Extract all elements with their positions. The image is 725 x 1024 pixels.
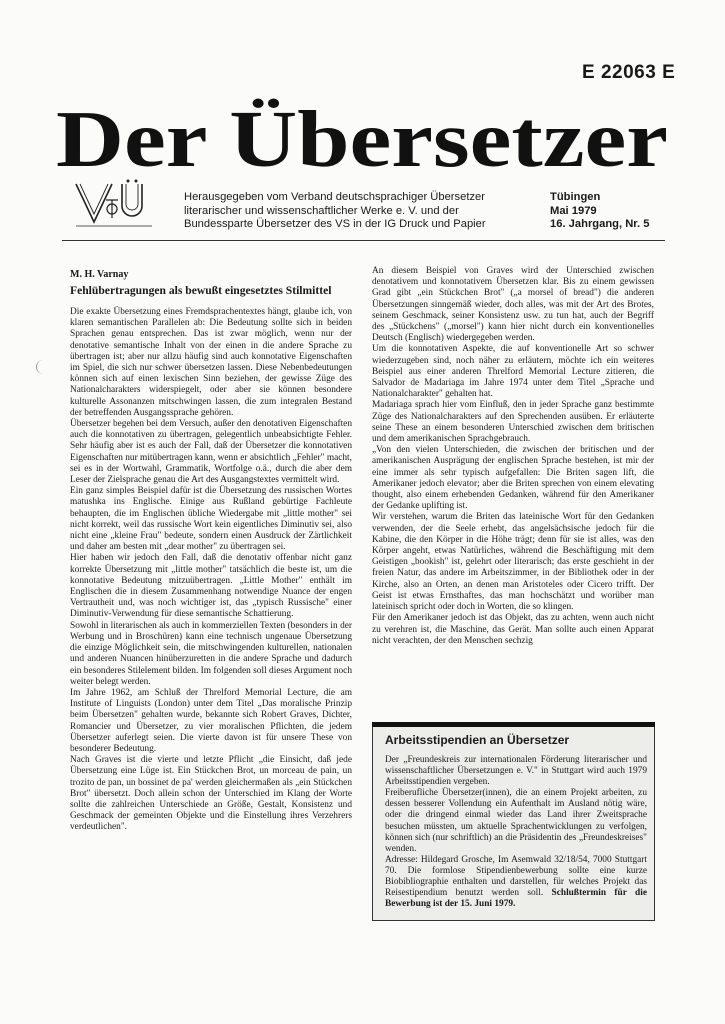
- publisher-info: [184, 191, 524, 232]
- vdu-logo: [74, 178, 154, 230]
- article-author: M. H. Varnay: [70, 269, 129, 280]
- paragraph: Übersetzer begehen bei dem Versuch, außer den denotativen Eigenschaften auch die konnotativen zu übertragen, gelegentlich unbeabsichtigte Fehler. Sehr häufig aber ist es auch der Fall, daß der Übersetzer die konnotativen Eigenschaften nur mitübertragen kann, wenn er absichtlich „Fehler" macht, sei es in der Wortwahl, Grammatik, Wortfolge o.ä., durch die aber dem Leser der Zielsprache genau die Art des Ausgangstextes vermittelt wird.: [70, 419, 352, 486]
- issue-place: Tübingen: [550, 191, 601, 203]
- issue-code: E 22063 E: [582, 62, 676, 83]
- paragraph: Madariaga sprach hier vom Einfluß, den in jeder Sprache ganz bestimmte Züge des Nationalcharakters auf den Sprechenden ausüben. Er erläuterte seine These an einem besonderen Unterschied zwischen dem britischen und dem amerikanischen Sprachgebrauch.: [372, 400, 654, 445]
- paragraph: Wir verstehen, warum die Briten das lateinische Wort für den Gedanken verwenden, der die Seele erhebt, das angelsächsische jedoch für die Kabine, die den Körper in die Höhe trägt; denn für sie ist alles, was den Körper angeht, etwas Natürliches, während die Beschäftigung mit dem Geistigen „bookish" ist, gelehrt oder literarisch; das erste geschieht in der freien Natur, das andere im Arbeitszimmer, in der Bibliothek oder in der Kirche, also an Orten, an denen man Aristoteles oder Cicero trifft. Der Geist ist etwas Ernsthaftes, das man hochschätzt und worüber man lateinisch spricht oder doch in Worten, die so klingen.: [372, 512, 654, 613]
- paragraph: Sowohl in literarischen als auch in kommerziellen Texten (besonders in der Werbung und in Broschüren) kann eine technisch ungenaue Übersetzung die einzige Möglichkeit sein, die mitschwingenden kulturellen, nationalen und anderen Nuancen hinüberzuretten in die andere Sprache und dadurch ein besonderes Stilelement bilden. Im folgenden soll dieses Argument noch weiter belegt werden.: [70, 620, 352, 687]
- publisher-line: Bundessparte Übersetzer des VS in der IG Druck und Papier: [184, 218, 486, 230]
- margin-mark: [36, 360, 47, 374]
- paragraph: Für den Amerikaner jedoch ist das Objekt, das zu achten, wenn auch nicht zu verehren ist, die Maschine, das Gerät. Man sollte auch einen Apparat nicht verachten, der den Menschen sechzig: [372, 613, 654, 646]
- paragraph: Nach Graves ist die vierte und letzte Pflicht „die Einsicht, daß jede Übersetzung eine Lüge ist. Ein Stückchen Brot, un morceau de pain, un trozito de pan, un bossinet de pa' werden gleichermaßen als „ein Stückchen Brot" übersetzt. Doch allein schon der Unterschied im Klang der Worte sollte die zahlreichen Unterschiede an Größe, Gestalt, Konsistenz und Geschmack der gemeinten Objekte und die Einstellung ihres Verzehrers verdeutlichen".: [70, 755, 352, 833]
- scholarship-title: Arbeitsstipendien an Übersetzer: [385, 733, 570, 747]
- scholarship-text: [385, 755, 647, 910]
- masthead-title: Der Übersetzer: [56, 96, 668, 176]
- scholarship-box: [372, 727, 655, 921]
- paragraph: Ein ganz simples Beispiel dafür ist die Übersetzung des russischen Wortes matushka ins Englische. Einige aus Rußland gebürtige Fachleute behaupten, die im Englischen übliche Wiedergabe mit „little mother" sei nicht korrekt, weil das russische Wort kein eigentliches Diminutiv sei, also nicht eine „kleine Frau" bedeute, sondern einen Ausdruck der Zärtlichkeit und daher am besten mit „dear mother" zu übertragen sei.: [70, 486, 352, 553]
- issue-volume: 16. Jahrgang, Nr. 5: [550, 218, 650, 230]
- publisher-line: Herausgegeben vom Verband deutschsprachiger Übersetzer: [184, 191, 485, 203]
- paragraph: Um die konnotativen Aspekte, die auf konventionelle Art so schwer wiederzugeben sind, noch näher zu erläutern, möchte ich ein weiteres Beispiel aus einer anderen Threlford Memorial Lecture zitieren, die Salvador de Madariaga im Jahre 1974 unter dem Titel „Sprache und Nationalcharakter" gehalten hat.: [372, 344, 654, 400]
- paragraph: Hier haben wir jedoch den Fall, daß die denotativ offenbar nicht ganz korrekte Übersetzung mit „little mother" tatsächlich die beste ist, um die konnotative Bedeutung mitzuübertragen. „Little Mother" enthält im Englischen die in diesem Zusammenhang notwendige Nuance der engen Vertrautheit und, was noch wichtiger ist, das „typisch Russische" einer Diminutiv-Verwendung für diese semantische Schattierung.: [70, 553, 352, 620]
- article-column-left: [70, 307, 352, 834]
- article-title: Fehlübertragungen als bewußt eingesetztes Stilmittel: [70, 284, 332, 297]
- paragraph: „Von den vielen Unterschieden, die zwischen der britischen und der amerikanischen Ausprägung der englischen Sprache bestehen, ist mir der eine immer als sehr typisch aufgefallen: Die Briten sagen lift, die Amerikaner jedoch elevator; aber die Briten sprechen von einem elevating thought, also einem erhebenden Gedanken, während für den Amerikaner der Gedanke uplifting ist.: [372, 445, 654, 512]
- paragraph: Freiberufliche Übersetzer(innen), die an einem Projekt arbeiten, zu dessen besserer Vollendung ein Aufenthalt im Ausland nötig wäre, oder die dringend einmal wieder das Land ihrer Zweitsprache besuchen müssten, um aktuelle Sprachentwicklungen zu verfolgen, können sich (nur schriftlich) an die Präsidentin des „Freundeskreises" wenden.: [385, 788, 647, 854]
- publisher-line: literarischer und wissenschaftlicher Werke e. V. und der: [184, 204, 459, 217]
- issue-date: Mai 1979: [550, 204, 597, 217]
- paragraph: Im Jahre 1962, am Schluß der Threlford Memorial Lecture, die am Institute of Linguists (London) unter dem Titel „Das moralische Prinzip beim Übersetzen" gehalten wurde, bekannte sich Robert Graves, Dichter, Romancier und Übersetzer, zu vier moralischen Pflichten, die jedem Übersetzer auferlegt seien. Die vierte davon ist für unsere These von besonderer Bedeutung.: [70, 687, 352, 754]
- masthead: [0, 94, 725, 176]
- paragraph: Der „Freundeskreis zur internationalen Förderung literarischer und wissenschaftlicher Übersetzungen e. V." in Stuttgart wird auch 1979 Arbeitsstipendien vergeben.: [385, 755, 647, 788]
- article-column-right: [372, 266, 654, 647]
- deadline-text: Schlußtermin für die Bewerbung ist der 15. Juni 1979.: [385, 888, 647, 910]
- paragraph: An diesem Beispiel von Graves wird der Unterschied zwischen denotativem und konnotativem Übersetzen klar. Bis zu einem gewissen Grad gibt „ein Stückchen Brot" („a morsel of bread") die anderen Übersetzungen sinngemäß wieder, doch alles, was mit der Art des Brotes, seinem Geschmack, seiner Konsistenz usw. zu tun hat, auch der Begriff des „Stückchens" („morsel") kann hier nicht durch ein konventionelles Deutsch (Englisch) wiedergegeben werden.: [372, 266, 654, 344]
- header-rule: [62, 240, 665, 241]
- address-text: Adresse: Hildegard Grosche, Im Asemwald 32/18/54, 7000 Stuttgart 70. Die formlose Stipendienbewerbung sollte eine kurze Biobibliographie enthalten und darstellen, für welches Projekt das Reisestipendium benutzt werden soll.: [385, 854, 647, 899]
- issue-info: [550, 191, 710, 232]
- paragraph: [385, 855, 647, 910]
- paragraph: Die exakte Übersetzung eines Fremdsprachentextes hängt, glaube ich, von klaren semantischen Parallelen ab: Die Bedeutung sollte sich in beiden Sprachen genau entsprechen. Das ist zwar möglich, wenn nur der denotative semantische Inhalt von der einen in die andere Sprache zu übertragen ist; aber nur allzu häufig sind auch konnotative Eigenschaften im Spiel, die sich nur schwer übersetzen lassen. Diese Nebenbedeutungen können sich auf einen lexischen Sinn beziehen, der gewisse Züge des Nationalcharakters widerspiegelt, oder aber sie können besondere kulturelle Assonanzen mitschwingen lassen, die zum integralen Bestand der betreffenden Ausgangssprache gehören.: [70, 307, 352, 418]
- vdu-logo-icon: [74, 178, 154, 230]
